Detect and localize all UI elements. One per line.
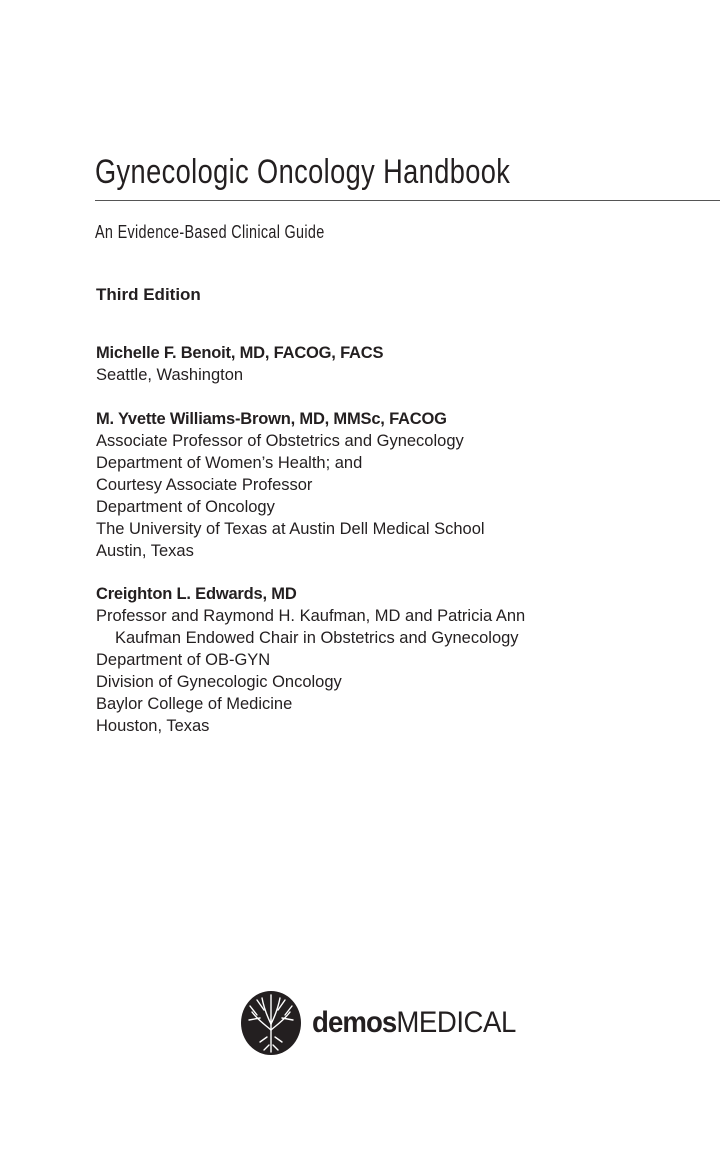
author-institution: Baylor College of Medicine [96,695,293,713]
author-title: Courtesy Associate Professor [96,476,313,494]
book-subtitle: An Evidence-Based Clinical Guide [95,222,325,242]
author-block [96,408,485,562]
book-title: Gynecologic Oncology Handbook [95,153,511,191]
publisher-logo [240,990,534,1056]
author-department: Department of OB-GYN [96,651,271,669]
publisher-name-bold: demos [312,1006,397,1039]
author-name: M. Yvette Williams-Brown, MD, MMSc, FACOG [96,410,447,428]
publisher-name-light: MEDICAL [396,1006,516,1039]
edition-label: Third Edition [96,285,201,304]
author-title: Professor and Raymond H. Kaufman, MD and Patricia Ann [96,607,526,625]
author-department: Department of Women’s Health; and [96,454,363,472]
author-name: Michelle F. Benoit, MD, FACOG, FACS [96,344,384,362]
title-divider [95,200,720,201]
author-department: Department of Oncology [96,498,275,516]
author-location: Seattle, Washington [96,366,244,384]
author-division: Division of Gynecologic Oncology [96,673,342,691]
author-location: Houston, Texas [96,717,210,735]
tree-logo-icon [240,990,302,1056]
author-institution: The University of Texas at Austin Dell Medical School [96,520,485,538]
author-block [96,583,525,737]
author-name: Creighton L. Edwards, MD [96,585,297,603]
publisher-name [312,1006,516,1040]
author-block [96,342,383,386]
author-location: Austin, Texas [96,542,194,560]
author-title: Associate Professor of Obstetrics and Gynecology [96,432,464,450]
author-title-continued: Kaufman Endowed Chair in Obstetrics and Gynecology [115,629,519,647]
